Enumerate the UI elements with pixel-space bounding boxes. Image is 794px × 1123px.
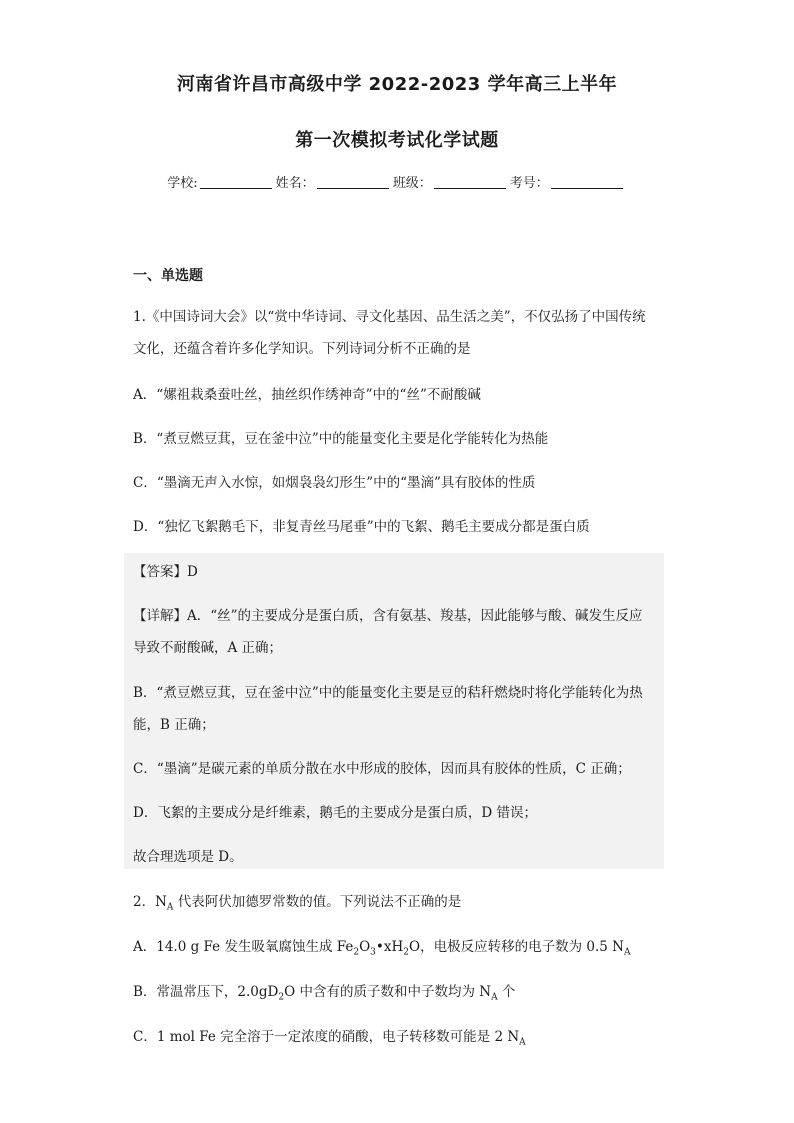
- q2-stem-sub: A: [166, 902, 174, 913]
- class-blank[interactable]: [434, 174, 506, 189]
- q2-c-sub: A: [519, 1037, 526, 1048]
- q1-option-c: C．“墨滴无声入水惊，如烟袅袅幻形生”中的“墨滴”具有胶体的性质: [133, 475, 536, 491]
- school-blank[interactable]: [200, 174, 272, 189]
- q2-b-mid: O 中含有的质子数和中子数均为 N: [284, 984, 492, 1000]
- q1-detail-line-6: D．飞絮的主要成分是纤维素，鹅毛的主要成分是蛋白质，D 错误；: [133, 805, 537, 821]
- q2-c-prefix: C．1 mol Fe 完全溶于一定浓度的硝酸，电子转移数可能是 2 N: [133, 1029, 520, 1045]
- q2-a-sub3: 2: [403, 947, 409, 958]
- q2-stem-prefix: 2．N: [133, 894, 167, 910]
- q2-b-prefix: B．常温常压下，2.0gD: [133, 984, 279, 1000]
- exam-title-line-1: 河南省许昌市高级中学 2022-2023 学年高三上半年: [176, 74, 618, 95]
- exam-title-line-2: 第一次模拟考试化学试题: [295, 130, 499, 151]
- q2-option-b: [133, 980, 663, 1003]
- student-info-row: [0, 172, 794, 191]
- exam-number-label: 考号：: [509, 176, 549, 191]
- q2-stem-rest: 代表阿伏加德罗常数的值。下列说法不正确的是: [173, 894, 462, 910]
- q1-answer: 【答案】D: [133, 564, 198, 580]
- q1-option-d: D．“独忆飞絮鹅毛下，非复青丝马尾垂”中的飞絮、鹅毛主要成分都是蛋白质: [133, 519, 590, 535]
- q1-detail-line-3: B．“煮豆燃豆萁，豆在釜中泣”中的能量变化主要是豆的秸秆燃烧时将化学能转化为热: [133, 685, 643, 701]
- q2-a-sub1: 2: [353, 947, 360, 958]
- name-blank[interactable]: [317, 174, 389, 189]
- section-heading: 一、单选题: [133, 268, 203, 284]
- q1-detail-line-2: 导致不耐酸碱，A 正确；: [133, 640, 283, 656]
- q1-stem-line-1: 1.《中国诗词大会》以“赏中华诗词、寻文化基因、品生活之美”，不仅弘扬了中国传统: [133, 309, 646, 325]
- q2-a-prefix: A．14.0 g Fe 发生吸氧腐蚀生成 Fe: [133, 939, 354, 955]
- q1-stem-line-2: 文化，还蕴含着许多化学知识。下列诗词分析不正确的是: [133, 341, 471, 357]
- q2-a-mid2: •xH: [375, 939, 404, 955]
- q2-a-mid1: O: [359, 939, 371, 955]
- q2-stem: [133, 890, 663, 913]
- q2-option-a: [133, 935, 663, 958]
- name-label: 姓名：: [275, 176, 315, 191]
- q2-b-sub1: 2: [278, 992, 285, 1003]
- q1-detail-line-4: 能，B 正确；: [133, 717, 215, 733]
- q2-a-mid3: O，电极反应转移的电子数为 0.5 N: [409, 939, 624, 955]
- q2-a-sub4: A: [623, 947, 631, 958]
- class-label: 班级：: [392, 176, 432, 191]
- q1-option-b: B．“煮豆燃豆萁，豆在釜中泣”中的能量变化主要是化学能转化为热能: [133, 431, 549, 447]
- q2-a-sub2: 3: [370, 947, 376, 958]
- school-label: 学校:: [167, 176, 198, 191]
- q1-option-a: A．“嫘祖栽桑蚕吐丝，抽丝织作绣神奇”中的“丝”不耐酸碱: [133, 387, 481, 403]
- q1-detail-line-1: 【详解】A．“丝”的主要成分是蛋白质，含有氨基、羧基，因此能够与酸、碱发生反应: [133, 608, 643, 624]
- q2-option-c: [133, 1025, 663, 1048]
- q1-detail-line-7: 故合理选项是 D。: [133, 849, 243, 865]
- exam-number-blank[interactable]: [551, 174, 623, 189]
- q1-detail-line-5: C．“墨滴”是碳元素的单质分散在水中形成的胶体，因而具有胶体的性质，C 正确；: [133, 761, 631, 777]
- answer-explanation-box: [124, 553, 664, 869]
- q2-b-suffix: 个: [497, 984, 516, 1000]
- q2-b-sub2: A: [491, 992, 498, 1003]
